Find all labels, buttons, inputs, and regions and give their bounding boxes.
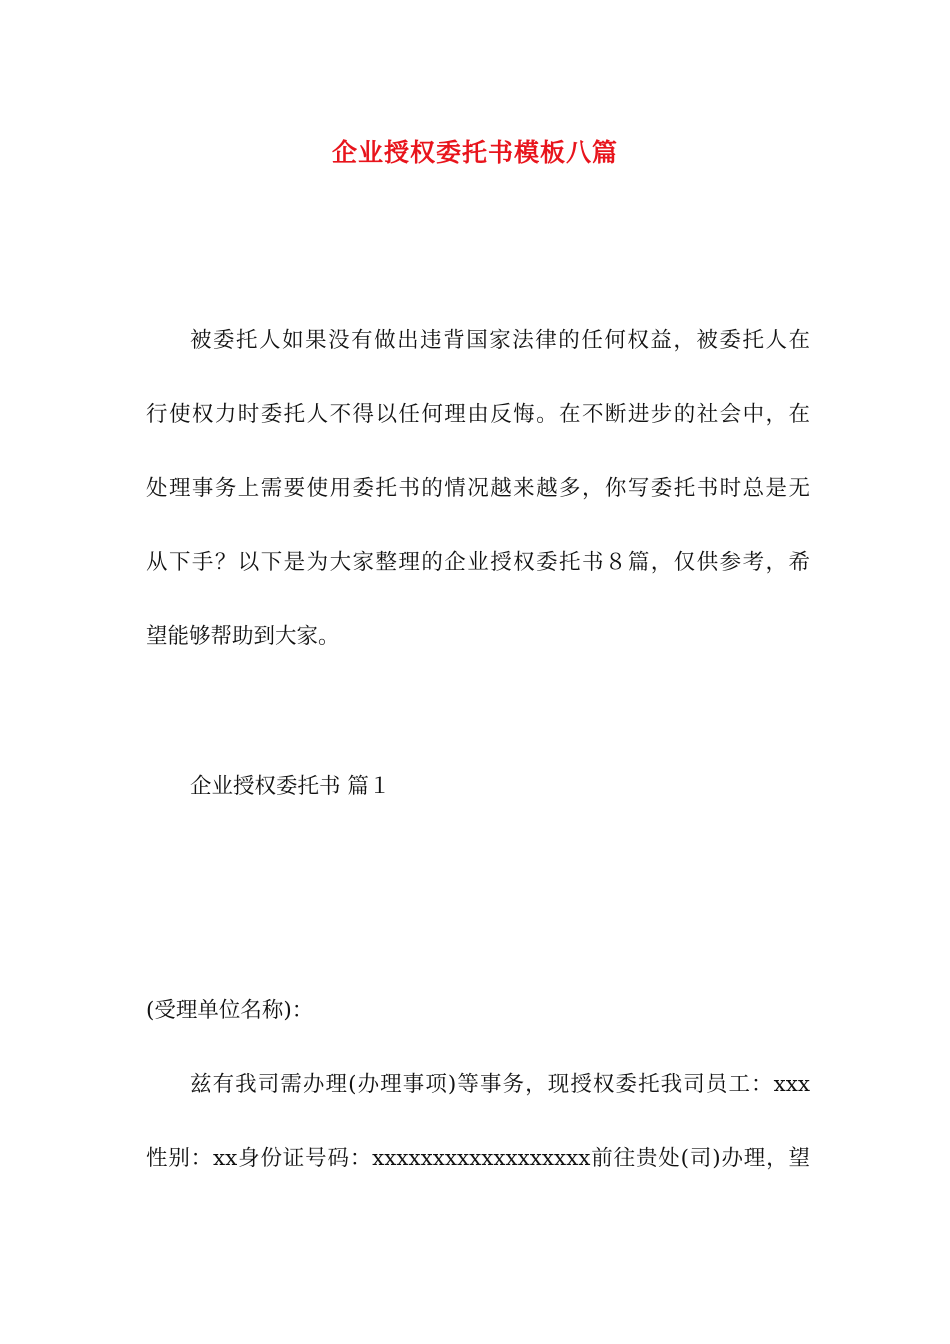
body-line-2: 性别：xx身份证号码：xxxxxxxxxxxxxxxxxx前往贵处(司)办理，望 — [146, 1146, 810, 1171]
document-title: 企业授权委托书模板八篇 — [331, 138, 618, 167]
intro-line-2: 行使权力时委托人不得以任何理由反悔。在不断进步的社会中，在 — [146, 402, 810, 427]
intro-line-3: 处理事务上需要使用委托书的情况越来越多，你写委托书时总是无 — [146, 476, 810, 501]
body-line-1: 兹有我司需办理(办理事项)等事务，现授权委托我司员工：xxx — [190, 1072, 810, 1097]
intro-line-4: 从下手？以下是为大家整理的企业授权委托书８篇，仅供参考，希 — [146, 550, 810, 575]
intro-line-5: 望能够帮助到大家。 — [146, 624, 340, 649]
section-heading: 企业授权委托书 篇１ — [190, 774, 391, 799]
recipient-line: (受理单位名称)： — [146, 998, 314, 1023]
intro-line-1: 被委托人如果没有做出违背国家法律的任何权益，被委托人在 — [190, 328, 810, 353]
